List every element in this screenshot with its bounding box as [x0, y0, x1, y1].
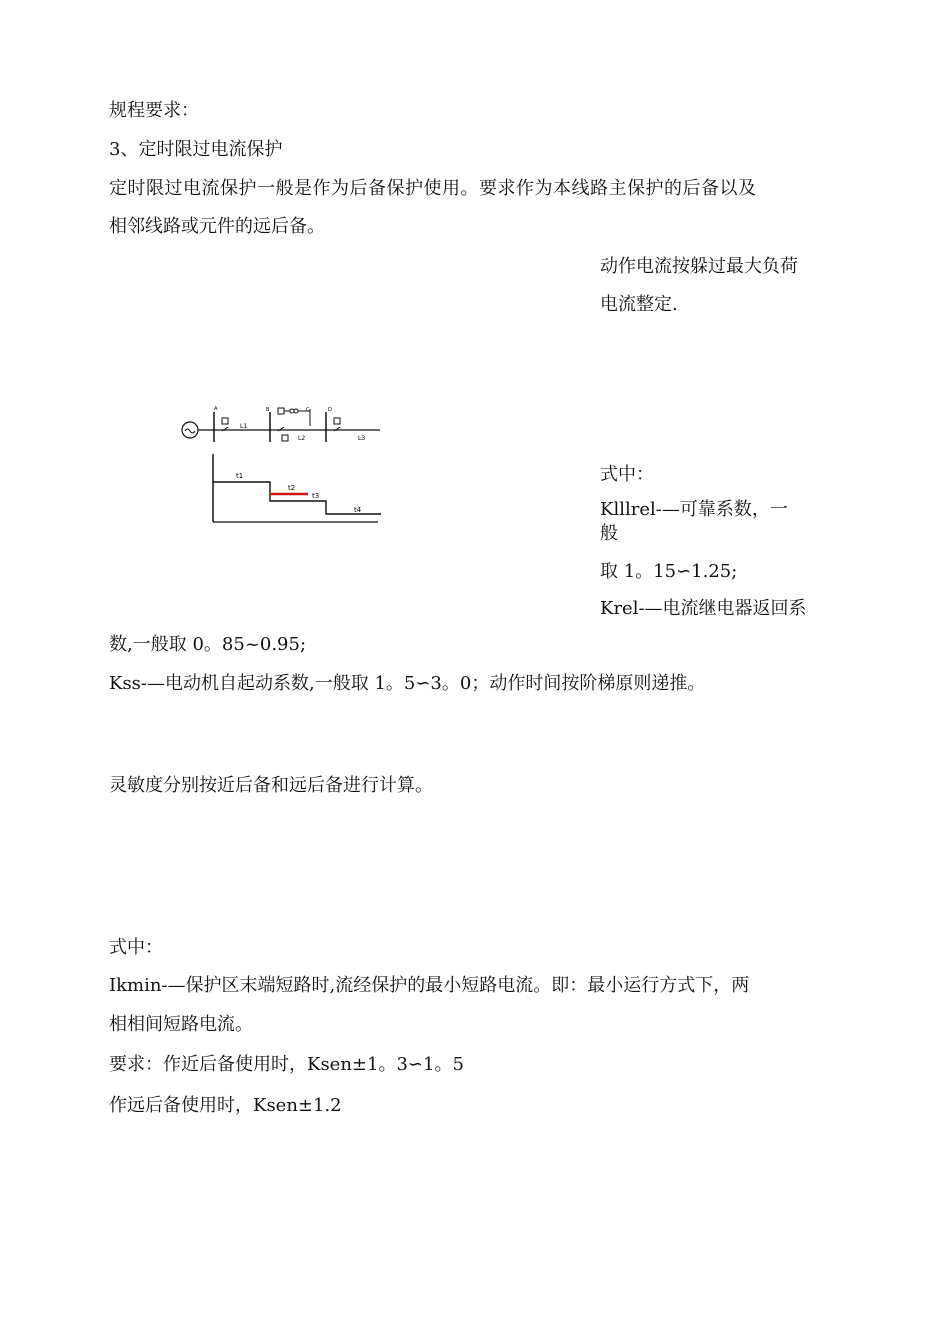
generator-symbol	[182, 422, 198, 438]
requirements-heading: 规程要求：	[109, 100, 199, 121]
time-label-t2: t2	[288, 484, 296, 492]
where-label-1: 式中：	[600, 464, 654, 485]
where-label-2: 式中：	[109, 937, 163, 958]
sensitivity-line: 灵敏度分别按近后备和远后备进行计算。	[109, 775, 433, 796]
relay-4	[334, 418, 340, 424]
node-label-d: D	[328, 407, 332, 413]
relay-2	[278, 408, 284, 414]
line-label-l1: L1	[240, 423, 248, 430]
kre-line-2: 数,一般取 0。85~0.95;	[109, 634, 307, 655]
ikmin-line-1: Ikmin-—保护区末端短路时,流经保护的最小短路电流。即：最小运行方式下，两	[109, 975, 750, 996]
time-label-t1: t1	[236, 472, 244, 480]
requirement-near-backup: 要求：作近后备使用时，Ksen±1。3∽1。5	[109, 1054, 464, 1075]
time-label-t4: t4	[354, 506, 362, 514]
line-label-l3: L3	[358, 435, 366, 442]
setting-rule-line-1: 动作电流按躲过最大负荷	[600, 256, 798, 277]
krel-line-1: Klllrel-—可靠系数，一	[600, 499, 788, 520]
kss-line: Kss-—电动机自起动系数,一般取 1。5∽3。0；动作时间按阶梯原则递推。	[109, 673, 706, 694]
node-label-a: A	[214, 406, 218, 412]
node-label-b: B	[266, 407, 270, 413]
line-label-l2: L2	[298, 435, 306, 442]
kre-line-1: Krel-—电流继电器返回系	[600, 598, 807, 619]
section-title: 3、定时限过电流保护	[109, 139, 283, 160]
time-label-t3: t3	[312, 492, 320, 500]
protection-diagram	[178, 398, 388, 528]
node-label-c: C	[306, 407, 310, 413]
requirement-far-backup: 作远后备使用时，Ksen±1.2	[109, 1095, 342, 1116]
setting-rule-line-2: 电流整定.	[600, 294, 678, 315]
ikmin-line-2: 相相间短路电流。	[109, 1014, 253, 1035]
relay-1	[222, 418, 228, 424]
krel-line-2: 般	[600, 523, 618, 544]
intro-line-1: 定时限过电流保护一般是作为后备保护使用。要求作为本线路主保护的后备以及	[109, 178, 757, 199]
krel-line-3: 取 1。15∽1.25;	[600, 561, 738, 582]
intro-line-2: 相邻线路或元件的远后备。	[109, 216, 325, 237]
relay-3	[282, 435, 288, 441]
